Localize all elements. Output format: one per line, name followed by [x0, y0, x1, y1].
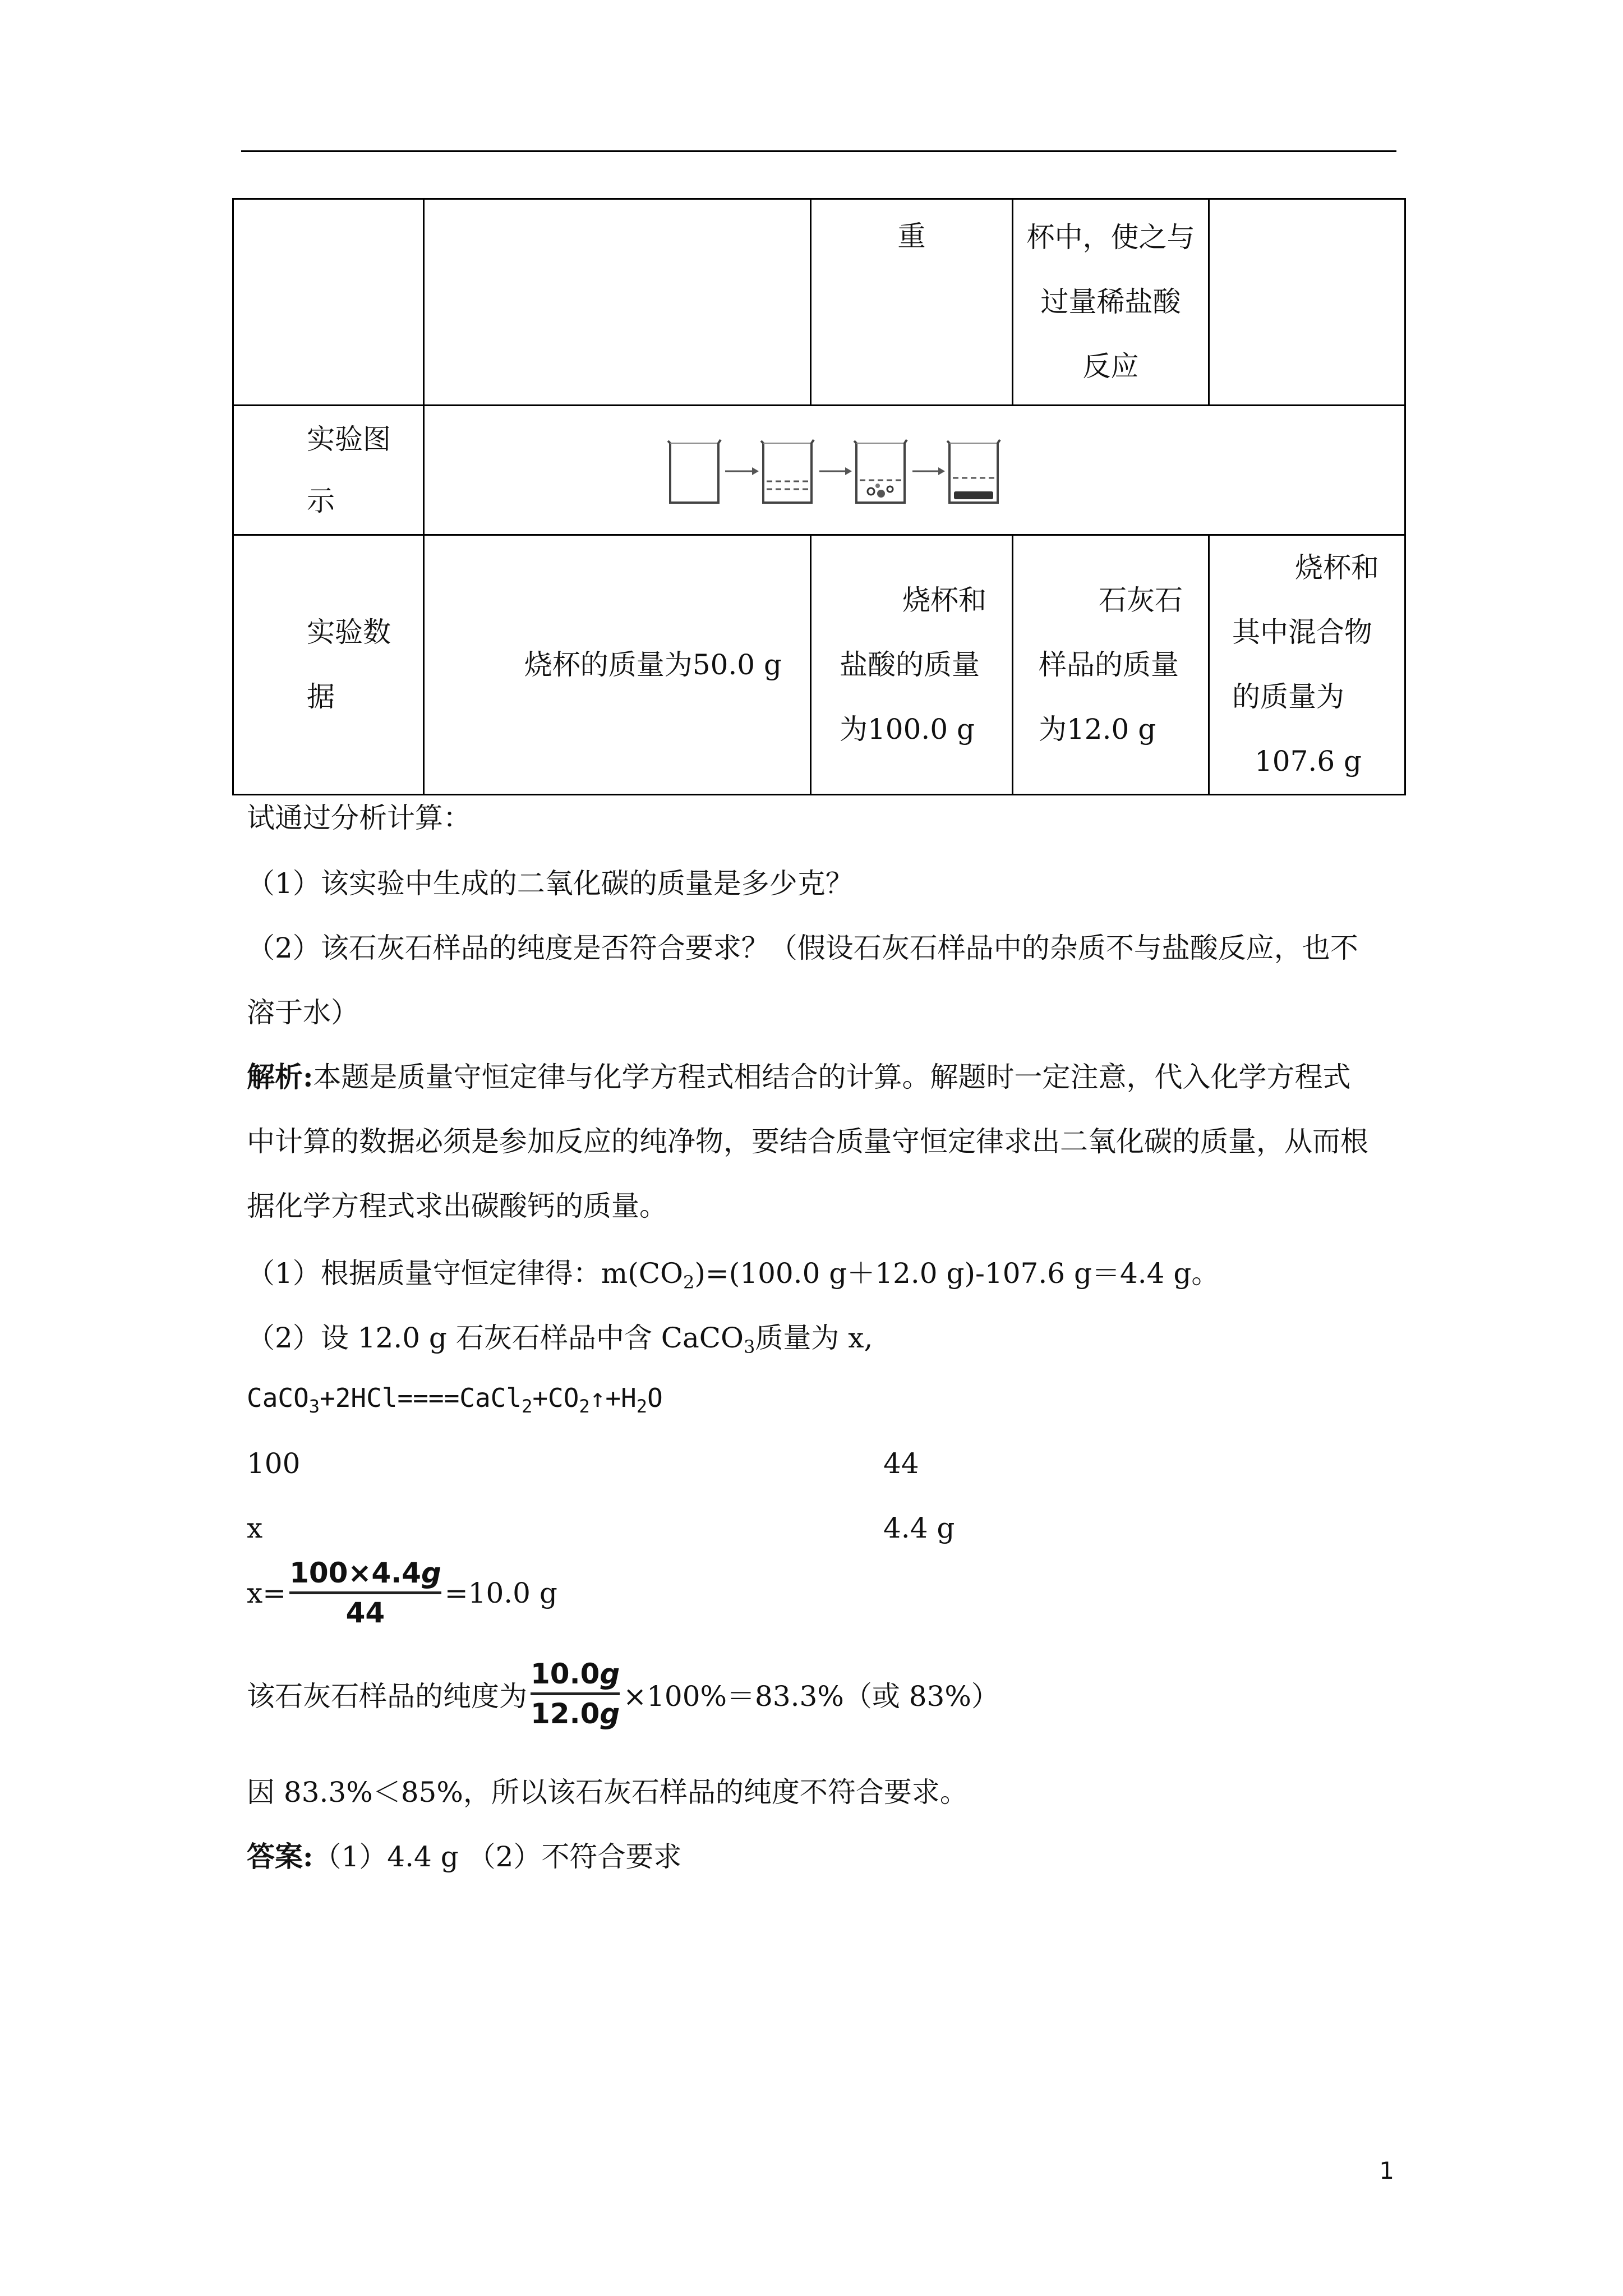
step-2 [247, 1315, 873, 1358]
unit: g [600, 1697, 620, 1730]
purity-calculation [247, 1658, 999, 1730]
fraction-numerator: 10.0 [531, 1658, 600, 1690]
analysis-text: 本题是质量守恒定律与化学方程式相结合的计算。解题时一定注意，代入化学方程式 [313, 1061, 1351, 1093]
cell-text: 过量稀盐酸 [1040, 286, 1181, 318]
answer-label: 答案: [247, 1840, 313, 1873]
table-cell [1209, 535, 1405, 795]
cell-text: 盐酸的质量 [840, 648, 980, 681]
purity-result: ×100%＝83.3%（或 83%） [623, 1680, 999, 1713]
question-2-line2: 溶于水） [247, 996, 359, 1029]
cell-text: 烧杯的质量为50.0 g [524, 648, 782, 681]
analysis-line2: 中计算的数据必须是参加反应的纯净物，要结合质量守恒定律求出二氧化碳的质量，从而根 [247, 1125, 1368, 1158]
answer-text: （1）4.4 g （2）不符合要求 [313, 1841, 682, 1873]
unit: g [421, 1557, 441, 1589]
subscript: 3 [308, 1396, 320, 1417]
chemical-equation [247, 1383, 663, 1417]
subscript: 2 [683, 1272, 695, 1293]
answer-line [247, 1834, 681, 1875]
table-cell [233, 406, 424, 535]
cell-text: 为100.0 g [840, 712, 975, 746]
question-2-line1: （2）该石灰石样品的纯度是否符合要求？（假设石灰石样品中的杂质不与盐酸反应，也不 [247, 932, 1358, 964]
eq-part: CaCO [247, 1383, 309, 1413]
cell-text: 107.6 g [1255, 745, 1362, 777]
eq-part: O [647, 1383, 663, 1413]
subscript: 2 [522, 1396, 533, 1417]
ratio-left-top: 100 [247, 1447, 301, 1480]
arrow-icon [725, 467, 759, 475]
analysis-line1 [247, 1055, 1350, 1095]
subscript: 3 [744, 1336, 755, 1358]
cell-text: 石灰石 [1099, 583, 1183, 616]
eq-part: ↑+H [589, 1383, 637, 1413]
subscript: 2 [636, 1396, 648, 1417]
unit: g [600, 1658, 620, 1690]
cell-text: 反应 [1082, 350, 1139, 383]
experiment-diagram [662, 431, 1021, 509]
arrow-icon [819, 467, 852, 475]
table-row [233, 406, 1405, 535]
step-2-text: （2）设 12.0 g 石灰石样品中含 CaCO [247, 1322, 744, 1354]
row-label: 示 [307, 485, 335, 517]
table-cell [233, 535, 424, 795]
fraction-numerator: 100×4.4 [289, 1557, 421, 1589]
cell-text: 为12.0 g [1039, 712, 1156, 746]
row-label: 据 [307, 680, 335, 713]
ratio-right-top: 44 [883, 1447, 919, 1480]
fraction-bar [289, 1591, 441, 1594]
x-prefix: x= [247, 1576, 287, 1609]
question-intro: 试通过分析计算： [247, 802, 471, 834]
step-2-text: 质量为 x, [755, 1322, 873, 1354]
beaker-residue-icon [947, 440, 1000, 503]
x-result: =10.0 g [444, 1576, 557, 1609]
header-rule [241, 150, 1396, 152]
table-cell [811, 199, 1013, 406]
arrow-icon [912, 467, 945, 475]
table-cell [1209, 199, 1405, 406]
table-cell [233, 199, 424, 406]
eq-part: +2HCl====CaCl [320, 1383, 522, 1413]
cell-text: 杯中，使之与 [1026, 221, 1195, 254]
table-cell [1013, 535, 1209, 795]
x-fraction [289, 1557, 441, 1629]
table-cell [424, 535, 811, 795]
cell-text: 的质量为 [1232, 680, 1344, 713]
page-number: 1 [1379, 2157, 1394, 2184]
cell-text: 样品的质量 [1039, 648, 1179, 681]
conclusion: 因 83.3%＜85%，所以该石灰石样品的纯度不符合要求。 [247, 1776, 968, 1809]
table-cell [424, 406, 1405, 535]
table-row [233, 199, 1405, 406]
experiment-table [232, 198, 1406, 795]
cell-text: 重 [897, 220, 926, 252]
row-label: 实验图 [307, 423, 391, 455]
cell-text: 烧杯和 [902, 583, 986, 616]
question-1: （1）该实验中生成的二氧化碳的质量是多少克？ [247, 867, 854, 900]
table-cell [811, 535, 1013, 795]
fraction-denominator: 44 [345, 1596, 385, 1629]
step-1 [247, 1251, 1219, 1293]
x-calculation [247, 1557, 557, 1629]
cell-text: 烧杯和 [1295, 551, 1379, 584]
eq-part: +CO [532, 1383, 579, 1413]
purity-fraction [531, 1658, 620, 1730]
step-1-text: （1）根据质量守恒定律得：m(CO [247, 1257, 683, 1290]
table-cell [424, 199, 811, 406]
row-label: 实验数 [307, 616, 391, 648]
table-row [233, 535, 1405, 795]
step-1-text: )=(100.0 g＋12.0 g)-107.6 g＝4.4 g。 [694, 1257, 1220, 1290]
purity-prefix: 该石灰石样品的纯度为 [247, 1680, 527, 1713]
analysis-line3: 据化学方程式求出碳酸钙的质量。 [247, 1190, 667, 1222]
fraction-bar [531, 1692, 620, 1695]
ratio-left-bottom: x [247, 1512, 263, 1544]
beaker-with-acid-icon [761, 440, 814, 503]
cell-text: 其中混合物 [1232, 616, 1372, 648]
table-cell [1013, 199, 1209, 406]
ratio-right-bottom: 4.4 g [883, 1512, 955, 1544]
empty-beaker-icon [668, 440, 721, 503]
beaker-reacting-icon [854, 440, 907, 503]
subscript: 2 [579, 1396, 590, 1417]
analysis-label: 解析: [247, 1060, 313, 1093]
fraction-denominator: 12.0 [531, 1697, 600, 1730]
